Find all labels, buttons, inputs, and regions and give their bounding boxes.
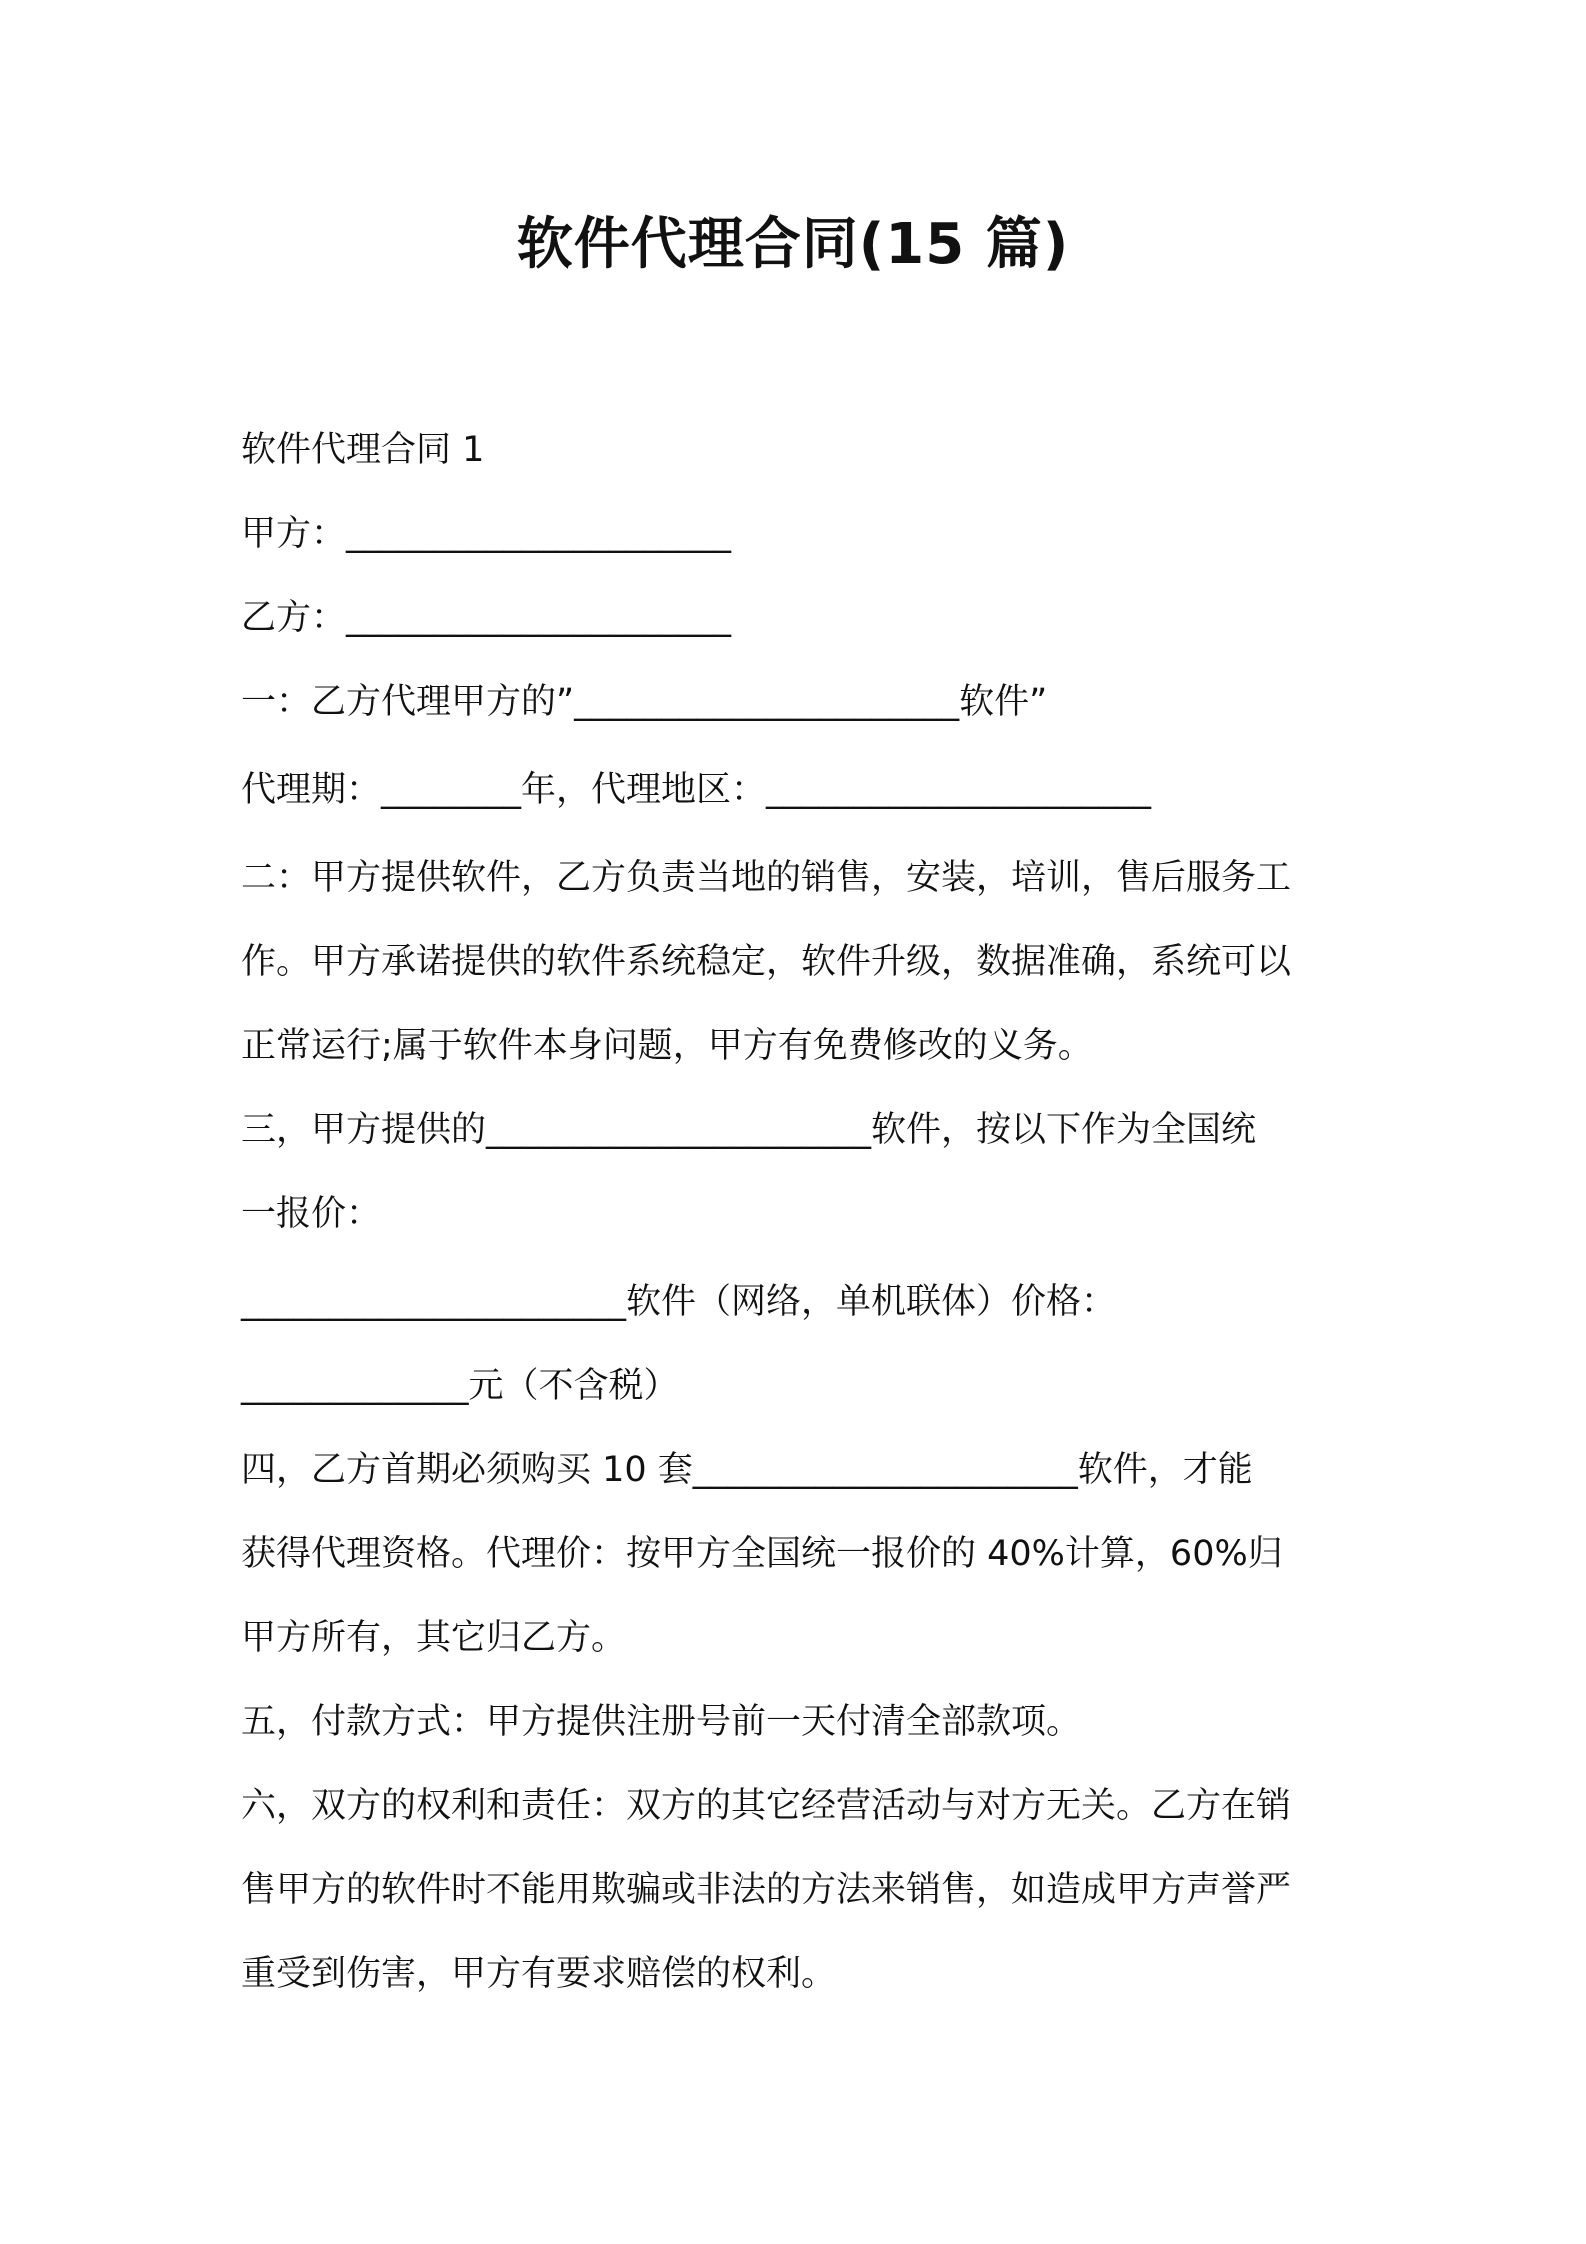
agency-period-line: 代理期：________年，代理地区：______________________ bbox=[241, 770, 1152, 810]
document-body bbox=[241, 408, 1361, 2016]
clause-3-line-1: 三，甲方提供的______________________软件，按以下作为全国统 bbox=[241, 1110, 1257, 1150]
clause-6-line-2: 售甲方的软件时不能用欺骗或非法的方法来销售，如造成甲方声誉严 bbox=[241, 1870, 1292, 1910]
clause-2-line-3: 正常运行;属于软件本身问题，甲方有免费修改的义务。 bbox=[241, 1026, 1093, 1066]
clause-4-line-3: 甲方所有，其它归乙方。 bbox=[241, 1618, 627, 1658]
clause-6-line-1: 六，双方的权利和责任：双方的其它经营活动与对方无关。乙方在销 bbox=[241, 1786, 1292, 1826]
clause-2-line-2: 作。甲方承诺提供的软件系统稳定，软件升级，数据准确，系统可以 bbox=[241, 942, 1292, 982]
clause-4-line-2: 获得代理资格。代理价：按甲方全国统一报价的 40%计算，60%归 bbox=[241, 1534, 1283, 1574]
clause-2-line-1: 二：甲方提供软件，乙方负责当地的销售，安装，培训，售后服务工 bbox=[241, 858, 1292, 898]
clause-4-line-1: 四，乙方首期必须购买 10 套______________________软件，才能 bbox=[241, 1450, 1253, 1490]
party-b-line: 乙方：______________________ bbox=[241, 598, 732, 638]
clause-3-line-3: ______________________软件（网络，单机联体）价格： bbox=[241, 1282, 1117, 1322]
document-title: 软件代理合同(15 篇) bbox=[516, 212, 1070, 277]
section-heading: 软件代理合同 1 bbox=[241, 430, 485, 470]
clause-3-line-4: _____________元（不含税） bbox=[241, 1366, 679, 1406]
clause-5-line: 五，付款方式：甲方提供注册号前一天付清全部款项。 bbox=[241, 1702, 1082, 1742]
clause-1-line: 一：乙方代理甲方的”______________________软件” bbox=[241, 682, 1048, 722]
clause-6-line-3: 重受到伤害，甲方有要求赔偿的权利。 bbox=[241, 1954, 837, 1994]
party-a-line: 甲方：______________________ bbox=[241, 514, 732, 554]
clause-3-line-2: 一报价： bbox=[241, 1194, 382, 1234]
